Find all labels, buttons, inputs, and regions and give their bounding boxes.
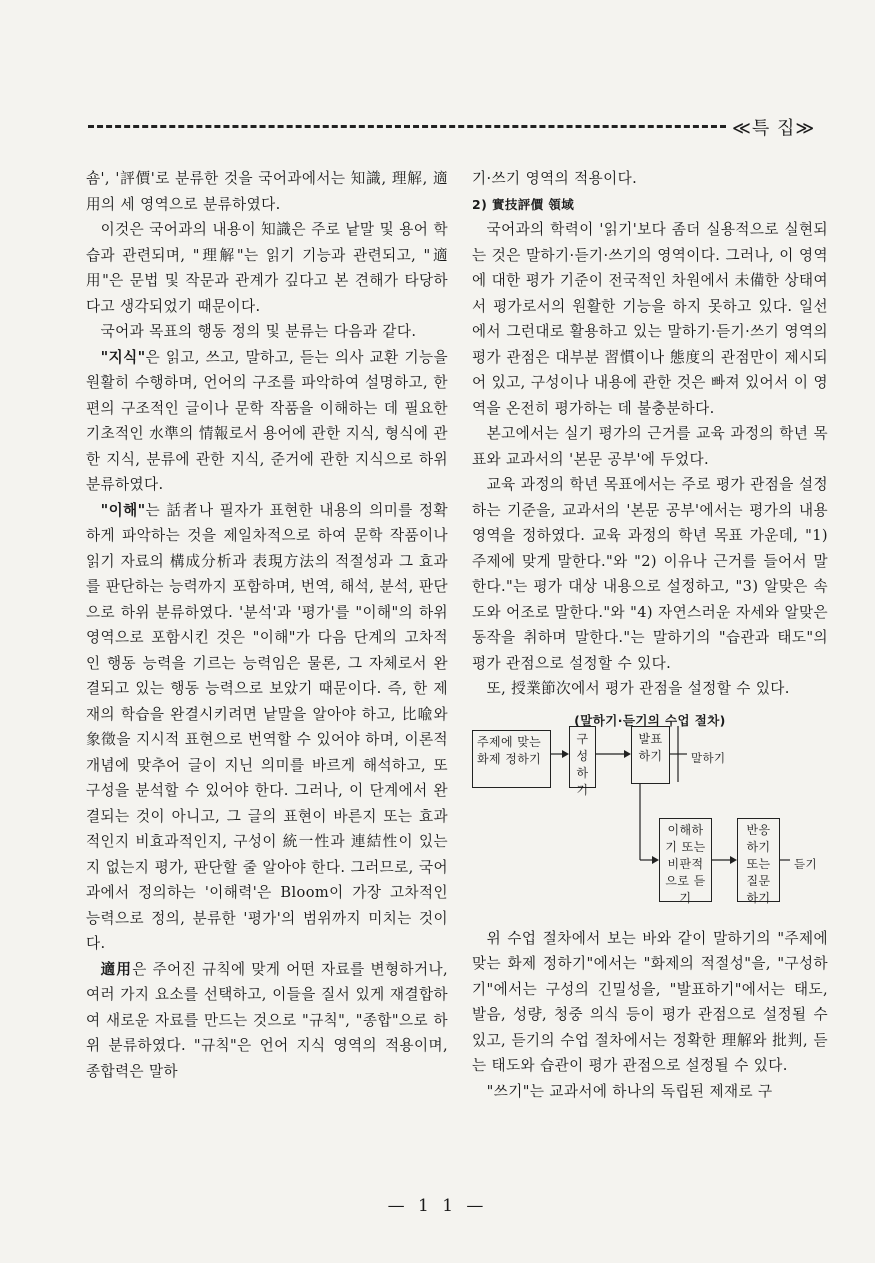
diagram-title: (말하기·듣기의 수업 절차) — [574, 712, 726, 728]
paragraph: 교육 과정의 학년 목표에서는 주로 평가 관점을 설정하는 기준을, 교과서의 '본문 공부'에서는 평가의 내용 영역을 정하였다. 교육 과정의 학년 목표 가운데, "1) 주제에 맞게 말한다."와 "2) 이유나 근거를 들어서 말한다."는 평가 대상 내용으로 설정하고, "3) 알맞은 속도와 어조로 말한다."와 "4) 자연스러운 자세와 알맞은 동작을 취하며 말한다."는 말하기의 "습관과 태도"의 평가 관점으로 설정할 수 있다. — [472, 476, 828, 672]
label-listening: 듣기 — [794, 856, 818, 871]
paragraph: 또, 授業節次에서 평가 관점을 설정할 수 있다. — [486, 680, 790, 697]
box-present: 발표하기 — [631, 726, 670, 784]
lesson-procedure-diagram — [472, 708, 828, 916]
paragraph: "쓰기"는 교과서에 하나의 독립된 제재로 구 — [486, 1082, 773, 1100]
paragraph — [86, 957, 448, 1085]
term-application: 適用 — [100, 960, 133, 978]
label-speaking: 말하기 — [691, 750, 726, 765]
paragraph-text: 은 읽고, 쓰고, 말하고, 듣는 의사 교환 기능을 원활히 수행하며, 언어의 구조를 파악하여 설명하고, 한 편의 구조적인 글이나 문학 작품을 이해하는 데 필요한 기초적인 水準의 情報로서 용어에 관한 지식, 형식에 관한 지식, 분류에 관한 지식, 준거에 관한 지식으로 하위 분류하였다. — [86, 348, 448, 493]
box-organize: 구성하기 — [569, 726, 596, 788]
right-column — [472, 166, 828, 1104]
term-understanding: "이해" — [100, 501, 146, 519]
section-label: ≪특 집≫ — [732, 118, 816, 139]
box-understand-critically: 이해하기 또는 비판적으로 듣기 — [659, 818, 712, 902]
paragraph: 이것은 국어과의 내용이 知識은 주로 낱말 및 용어 학습과 관련되며, "理解"는 읽기 기능과 관련되고, "適用"은 문법 및 작문과 관계가 깊다고 본 견해가 타당하다고 생각되었기 때문이다. — [86, 221, 448, 315]
box-respond-ask: 반응하기 또는 질문하기 — [737, 818, 780, 902]
box-choose-topic: 주제에 맞는 화제 정하기 — [472, 730, 551, 788]
paragraph-text: 는 話者나 필자가 표현한 내용의 의미를 정확하게 파악하는 것을 제일차적으로 하여 문학 작품이나 읽기 자료의 構成分析과 表現方法의 적절성과 그 효과를 판단하는 능력까지 포함하며, 번역, 해석, 분석, 판단으로 하위 분류하였다. '분석'과 '평가'를 "이해"의 하위 영역으로 포함시킨 것은 "이해"가 다음 단계의 고차적인 행동 능력을 기르는 능력임은 물론, 그 자체로서 완결되고 있는 행동 능력으로 보았기 때문이다. 즉, 한 제재의 학습을 완결시키려면 낱말을 알아야 하고, 比喩와 象徵을 지시적 표현으로 번역할 수 있어야 하며, 이론적 개념에 맞추어 글이 지닌 의미를 바르게 해석하고, 또 구성을 분석할 수 있어야 한다. 그러나, 이 단계에서 완결되는 것이 아니고, 그 글의 표현이 바른지 또는 효과적인지 비효과적인지, 구성이 統一性과 連結性이 있는지 없는지 평가, 판단할 줄 알아야 한다. 그러므로, 국어과에서 정의하는 '이해력'은 Bloom이 가장 고차적인 능력으로 정의, 분류한 '평가'의 범위까지 미치는 것이다. — [86, 501, 448, 952]
paragraph — [86, 498, 448, 957]
section-heading: 2) 實技評價 領域 — [472, 196, 575, 212]
paragraph: 국어과의 학력이 '읽기'보다 좀더 실용적으로 실현되는 것은 말하기·듣기·쓰기의 영역이다. 그러나, 이 영역에 대한 평가 기준이 전국적인 차원에서 未備한 상태여서 평가로서의 원활한 기능을 하지 못하고 있다. 일선에서 그런대로 활용하고 있는 말하기·듣기·쓰기 영역의 평가 관점은 대부분 習慣이나 態度의 관점만이 제시되어 있고, 구성이나 내용에 관한 것은 빠져 있어서 이 영역을 온전히 평가하는 데 불충분하다. — [472, 221, 828, 417]
paragraph: 위 수업 절차에서 보는 바와 같이 말하기의 "주제에 맞는 화제 정하기"에서는 "화제의 적절성"을, "구성하기"에서는 구성의 긴밀성을, "발표하기"에서는 태도, 발음, 성량, 청중 의식 등이 평가 관점으로 설정될 수 있고, 듣기의 수업 절차에서는 정확한 理解와 批判, 듣는 태도와 습관이 평가 관점으로 설정될 수 있다. — [472, 929, 828, 1074]
paragraph: 본고에서는 실기 평가의 근거를 교육 과정의 학년 목표와 교과서의 '본문 공부'에 두었다. — [472, 425, 828, 468]
paragraph — [86, 345, 448, 498]
paragraph: 숌', '評價'로 분류한 것을 국어과에서는 知識, 理解, 適用의 세 영역으로 분류하였다. — [86, 170, 448, 213]
page-number: — 1 1 — — [387, 1196, 488, 1216]
term-knowledge: "지식" — [100, 348, 146, 366]
left-column — [86, 166, 448, 1084]
paragraph: 국어과 목표의 행동 정의 및 분류는 다음과 같다. — [100, 323, 417, 340]
paragraph-text: 은 주어진 규칙에 맞게 어떤 자료를 변형하거나, 여러 가지 요소를 선택하고, 이들을 질서 있게 재결합하여 새로운 자료를 만드는 것으로 "규칙", "종합"으로 하위 분류하였다. "규칙"은 언어 지식 영역의 적용이며, 종합력은 말하 — [86, 960, 448, 1080]
header-rule — [88, 125, 726, 128]
paragraph: 기·쓰기 영역의 적용이다. — [472, 170, 638, 187]
